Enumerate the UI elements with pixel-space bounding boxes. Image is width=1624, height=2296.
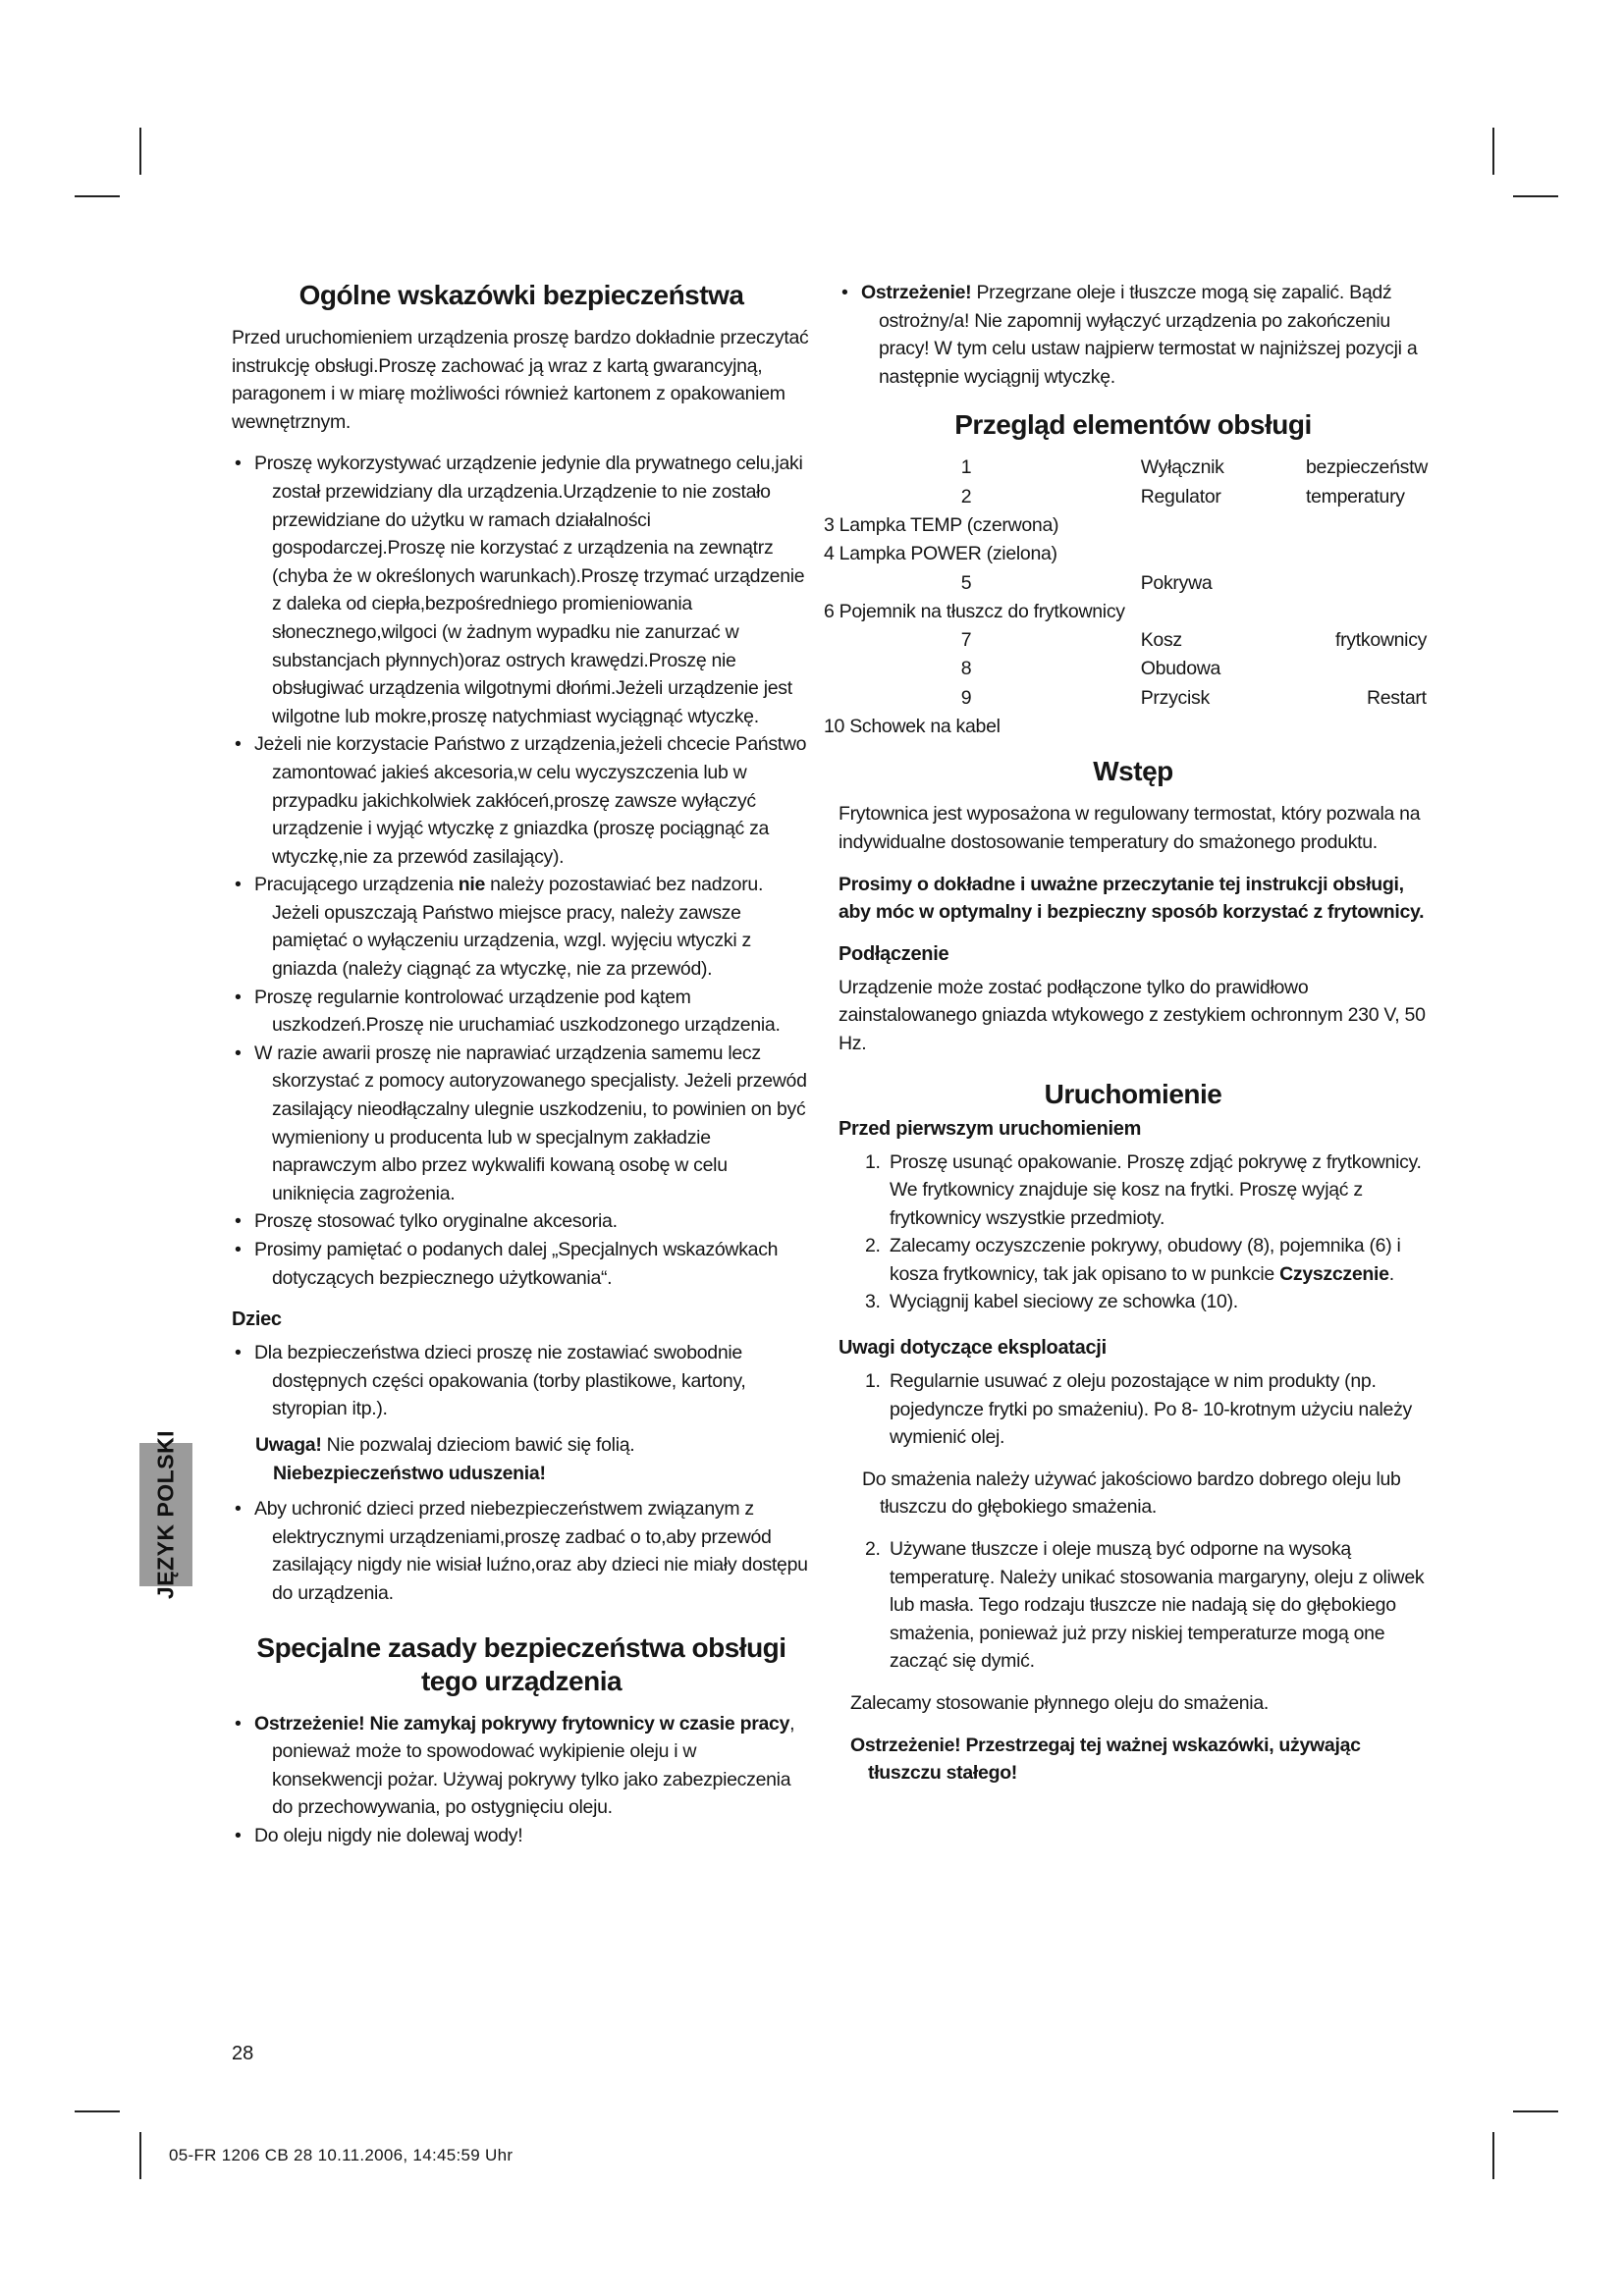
- crop-mark: [1513, 2110, 1558, 2112]
- usage-list: [839, 1367, 1428, 1452]
- overview-row: 9 Przycisk Restart: [960, 686, 1427, 709]
- overview-table: [824, 454, 1428, 741]
- right-column: [824, 279, 1428, 1801]
- overheat-warning: • Ostrzeżenie! Przegrzane oleje i tłuszcze mogą się zapalić. Bądź ostrożny/a! Nie zapomnij wyłączyć urządzenia po zakończeniu pracy! W tym celu ustaw najpierw termostat w najniższej pozycji a następnie wyciągnij wtyczkę.: [839, 279, 1428, 391]
- overview-row: 7 Kosz frytkownicy: [960, 629, 1428, 652]
- overheat-warning-list: [839, 279, 1428, 391]
- intro-title: Wstęp: [1093, 756, 1173, 787]
- safety-bullet: • Proszę stosować tylko oryginalne akcesoria.: [232, 1207, 811, 1236]
- crop-mark: [75, 2110, 120, 2112]
- safety-bullet: • Prosimy pamiętać o podanych dalej „Specjalnych wskazówkach dotyczących bezpiecznego użytkowania“.: [232, 1236, 811, 1292]
- crop-mark: [75, 195, 120, 197]
- children-bullet: • Dla bezpieczeństwa dzieci proszę nie zostawiać swobodnie dostępnych części opakowania (torby plastikowe, kartony, styropian itp.).: [232, 1339, 811, 1423]
- intro-note: Prosimy o dokładne i uważne przeczytanie tej instrukcji obsługi, aby móc w optymalny i bezpieczny sposób korzystać z frytownicy.: [839, 873, 1425, 924]
- overview-row: 8 Obudowa: [960, 658, 1221, 680]
- first-use-step: 1. Proszę usunąć opakowanie. Proszę zdjąć pokrywę z frytkownicy. We frytkownicy znajduje się kosz na frytki. Proszę wyjąć z frytkownicy wszystkie przedmioty.: [839, 1148, 1428, 1233]
- connection-heading: Podłączenie: [839, 942, 949, 965]
- special-bullet-water: • Do oleju nigdy nie dolewaj wody!: [232, 1822, 811, 1850]
- usage-list-2: [839, 1535, 1428, 1676]
- overview-row: 6 Pojemnik na tłuszcz do frytkownicy: [824, 600, 1125, 622]
- overview-row: 2 Regulator temperatury: [960, 485, 1405, 507]
- safety-title: Ogólne wskazówki bezpieczeństwa: [298, 280, 744, 310]
- special-title: Specjalne zasady bezpieczeństwa obsługi tego urządzenia: [256, 1631, 786, 1696]
- overview-title: Przegląd elementów obsługi: [954, 409, 1312, 441]
- first-use-step: 3. Wyciągnij kabel sieciowy ze schowka (10).: [839, 1288, 1428, 1316]
- language-tab-label: JĘZYK POLSKI: [152, 1429, 179, 1600]
- safety-bullet-supervise: • Pracującego urządzenia nie należy pozostawiać bez nadzoru. Jeżeli opuszczają Państwo miejsce pracy, należy zawsze pamiętać o wyłączeniu urządzenia, wzgl. wyjęciu wtyczki z gniazda (należy ciągnąć za wtyczkę, nie za przewód).: [232, 871, 811, 983]
- safety-bullet: • Jeżeli nie korzystacie Państwo z urządzenia,jeżeli chcecie Państwo zamontować jakieś akcesoria,w celu wyczyszczenia lub w przypadku jakichkolwiek zakłóceń,proszę zawsze wyłączyć urządzenie i wyjąć wtyczkę z gniazdka (proszę pociągnąć za wtyczkę,nie za przewód zasilający).: [232, 730, 811, 871]
- crop-mark: [139, 2132, 141, 2179]
- page-number: 28: [232, 2043, 254, 2064]
- overview-row: 3 Lampka TEMP (czerwona): [824, 513, 1059, 536]
- intro-text: Frytownica jest wyposażona w regulowany termostat, który pozwala na indywidualne dostosowanie temperatury do smażonego produktu.: [839, 803, 1421, 853]
- overview-row: 1 Wyłącznik bezpieczeństw: [960, 456, 1428, 479]
- print-footer: 05-FR 1206 CB 28 10.11.2006, 14:45:59 Uhr: [169, 2146, 514, 2164]
- special-bullet-lid: • Ostrzeżenie! Nie zamykaj pokrywy frytownicy w czasie pracy, ponieważ może to spowodować wykipienie oleju i w konsekwencji pożar. Używaj pokrywy tylko jako zabezpieczenia do przechowywania, po ostygnięciu oleju.: [232, 1710, 811, 1822]
- safety-list: [232, 450, 811, 1292]
- crop-mark: [1492, 128, 1494, 175]
- usage-step: 1. Regularnie usuwać z oleju pozostające w nim produkty (np. pojedyncze frytki po smażeniu). Po 8- 10-krotnym użyciu należy wymienić olej.: [839, 1367, 1428, 1452]
- children-warning: Uwaga! Nie pozwalaj dzieciom bawić się folią. Niebezpieczeństwo uduszenia!: [255, 1433, 635, 1484]
- usage-recommendation: Zalecamy stosowanie płynnego oleju do smażenia.: [850, 1692, 1269, 1714]
- crop-mark: [1492, 2132, 1494, 2179]
- children-list-2: [232, 1495, 811, 1607]
- overview-row: 4 Lampka POWER (zielona): [824, 543, 1057, 565]
- safety-bullet: • W razie awarii proszę nie naprawiać urządzenia samemu lecz skorzystać z pomocy autoryzowanego specjalisty. Jeżeli przewód zasilający nieodłączalny ulegnie uszkodzeniu, to powinien on być wymieniony u producenta lub w specjalnym zakładzie naprawczym albo przez wykwalifi kowaną osobę w celu uniknięcia zagrożenia.: [232, 1040, 811, 1208]
- safety-bullet: • Proszę regularnie kontrolować urządzenie pod kątem uszkodzeń.Proszę nie uruchamiać uszkodzonego urządzenia.: [232, 984, 811, 1040]
- language-tab: [139, 1429, 192, 1600]
- first-use-step: 2. Zalecamy oczyszczenie pokrywy, obudowy (8), pojemnika (6) i kosza frytkownicy, tak jak opisano to w punkcie Czyszczenie.: [839, 1232, 1428, 1288]
- first-use-heading: Przed pierwszym uruchomieniem: [839, 1117, 1142, 1140]
- usage-warning: Ostrzeżenie! Przestrzegaj tej ważnej wskazówki, używając tłuszczu stałego!: [850, 1734, 1361, 1785]
- children-heading: Dziec: [232, 1308, 282, 1331]
- children-list: [232, 1339, 811, 1423]
- usage-step: 2. Używane tłuszcze i oleje muszą być odporne na wysoką temperaturę. Należy unikać stosowania margaryny, oleju z oliwek lub masła. Tego rodzaju tłuszcze nie nadają się do głębokiego smażenia, ponieważ już przy niskiej temperaturze mogą one zacząć się dymić.: [839, 1535, 1428, 1676]
- usage-heading: Uwagi dotyczące eksploatacji: [839, 1337, 1107, 1360]
- special-list: [232, 1710, 811, 1850]
- startup-title: Uruchomienie: [1044, 1078, 1222, 1109]
- left-column: [232, 279, 811, 1864]
- overview-row: 10 Schowek na kabel: [824, 716, 1001, 738]
- crop-mark: [139, 128, 141, 175]
- safety-intro: Przed uruchomieniem urządzenia proszę bardzo dokładnie przeczytać instrukcję obsługi.Proszę zachować ją wraz z kartą gwarancyjną, paragonem i w miarę możliwości również kartonem z opakowaniem wewnętrznym.: [232, 327, 809, 433]
- first-use-list: [839, 1148, 1428, 1317]
- safety-bullet: • Proszę wykorzystywać urządzenie jedynie dla prywatnego celu,jaki został przewidziany dla urządzenia.Urządzenie to nie zostało przewidziane do użytku w ramach działalności gospodarczej.Proszę nie korzystać z urządzenia na zewnątrz (chyba że w określonych warunkach).Proszę trzymać urządzenie z daleka od ciepła,bezpośredniego promieniowania słonecznego,wilgoci (w żadnym wypadku nie zanurzać w substancjach płynnych)oraz ostrych krawędzi.Proszę nie obsługiwać urządzenia wilgotnymi dłońmi.Jeżeli urządzenie jest wilgotne lub mokre,proszę natychmiast wyciągnąć wtyczkę.: [232, 450, 811, 730]
- usage-note: Do smażenia należy używać jakościowo bardzo dobrego oleju lub tłuszczu do głębokiego smażenia.: [862, 1468, 1401, 1519]
- crop-mark: [1513, 195, 1558, 197]
- children-bullet: • Aby uchronić dzieci przed niebezpieczeństwem związanym z elektrycznymi urządzeniami,proszę zadbać o to,aby przewód zasilający nigdy nie wisiał luźno,oraz aby dzieci nie miały dostępu do urządzenia.: [232, 1495, 811, 1607]
- connection-text: Urządzenie może zostać podłączone tylko do prawidłowo zainstalowanego gniazda wtykowego z zestykiem ochronnym 230 V, 50 Hz.: [839, 976, 1426, 1054]
- overview-row: 5 Pokrywa: [960, 571, 1213, 594]
